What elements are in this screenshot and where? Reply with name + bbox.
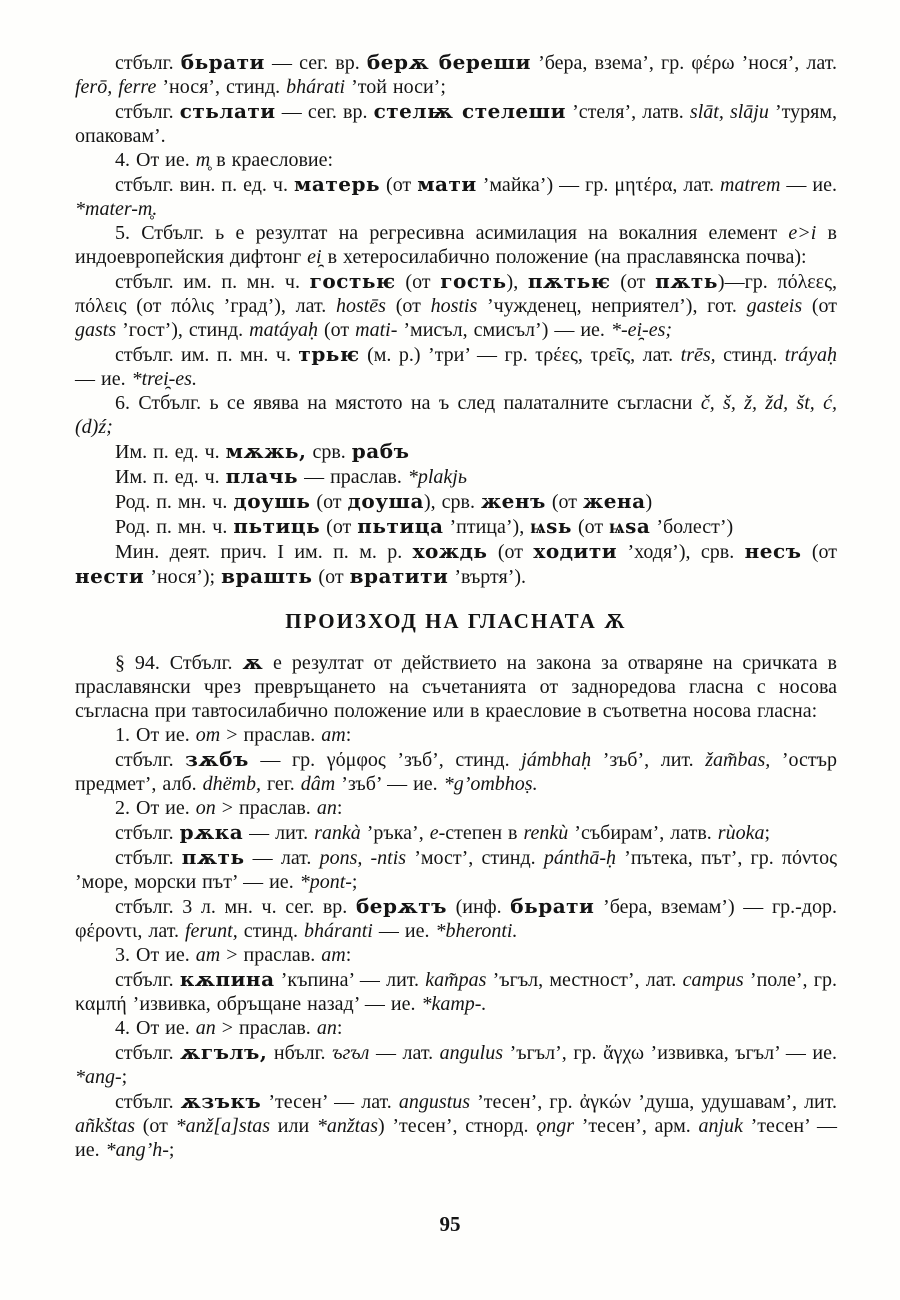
paragraph [75, 148, 837, 172]
text-segment-ocs: ѫ [242, 650, 264, 674]
text-segment-plain: — ие. [372, 920, 436, 942]
text-segment-plain: (от [312, 566, 350, 588]
text-segment-plain: (от [545, 491, 584, 513]
text-segment-ocs: пѫть [181, 845, 245, 869]
paragraph [75, 894, 837, 943]
text-segment-plain: ’тесен’, арм. [573, 1115, 699, 1137]
text-segment-plain: стбълг. им. п. мн. ч. [115, 271, 310, 293]
text-segment-plain: стбълг. [115, 1042, 181, 1064]
paragraph [75, 1016, 837, 1040]
paragraph [75, 1040, 837, 1089]
paragraph [75, 342, 837, 391]
text-segment-plain: стбълг. [115, 847, 182, 869]
text-segment-lat: om [195, 724, 221, 746]
text-segment-plain: — праслав. [298, 466, 408, 488]
text-segment-plain: Мин. деят. прич. I им. п. м. р. [115, 541, 413, 563]
text-segment-plain: 2. От ие. [115, 797, 196, 819]
text-segment-plain: (от [320, 516, 358, 538]
text-segment-lat: slāt, slāju [689, 101, 769, 123]
paragraph [75, 221, 837, 269]
text-segment-plain: (от [802, 295, 838, 317]
text-segment-plain: гег. [260, 773, 301, 795]
text-segment-lat: ǫngr [536, 1115, 574, 1137]
text-segment-plain: ’нося’, стинд. [156, 76, 287, 98]
text-segment-lat: am [321, 944, 346, 966]
text-segment-lat: angustus [398, 1091, 471, 1113]
text-segment-plain: (от [395, 271, 441, 293]
text-segment-lat: matrem [720, 174, 781, 196]
text-segment-ocs: женъ [480, 489, 546, 513]
text-segment-plain: (от [385, 295, 431, 317]
text-segment-plain: — ие. [75, 368, 132, 390]
text-segment-lat: *kamp-. [421, 993, 487, 1015]
text-segment-plain: 6. Стбълг. ь се явява на мястото на ъ след палаталните съгласни [115, 392, 701, 414]
page-number: 95 [439, 1212, 461, 1236]
text-segment-ocs: кѫпина [179, 967, 275, 991]
text-segment-plain: — лит. [243, 822, 315, 844]
text-segment-plain: стинд. [715, 344, 785, 366]
text-segment-plain: ’тесен’ — лат. [261, 1091, 399, 1113]
text-segment-lat: anjuk [698, 1115, 743, 1137]
paragraph [75, 650, 837, 723]
text-segment-plain: ’чужденец, неприятел’), гот. [477, 295, 747, 317]
text-segment-plain: ’ъгъл’, гр. ἄγχω ’извивка, ъгъл’ — ие. [503, 1042, 838, 1064]
text-segment-plain: ; [121, 1066, 128, 1088]
text-segment-plain: стбълг. [115, 969, 180, 991]
text-segment-lat: žam̃bas, [705, 749, 771, 771]
text-segment-lat: *ang- [75, 1066, 122, 1088]
text-segment-lat: tráyaḥ [784, 344, 838, 366]
text-segment-plain: ’турям, опаковам’. [75, 101, 837, 147]
text-segment-ocs: ѩѕа [609, 514, 651, 538]
text-segment-ocs: гостьѥ [309, 269, 396, 293]
text-segment-lat: č, š, ž, žd, št, ć, (d)ź; [75, 392, 837, 438]
text-segment-lat: matáyaḥ [249, 319, 319, 341]
text-segment-plain: ’ръка’, [360, 822, 430, 844]
text-segment-ocs: трьѥ [298, 342, 360, 366]
text-segment-lat: *mater-m̥. [75, 198, 158, 220]
text-segment-ocs: гость [440, 269, 507, 293]
text-segment-plain: Род. п. мн. ч. [115, 491, 234, 513]
text-segment-plain: ’зъб’, лит. [591, 749, 706, 771]
text-segment-plain: или [270, 1115, 317, 1137]
text-segment-lat: *anžtas [316, 1115, 379, 1137]
text-segment-lat: gasts [75, 319, 117, 341]
text-segment-plain: > праслав. [215, 797, 317, 819]
text-segment-plain: > праслав. [220, 944, 322, 966]
text-segment-plain: > праслав. [215, 1017, 317, 1039]
text-segment-plain: : [336, 1017, 343, 1039]
text-segment-plain: срв. [306, 441, 352, 463]
text-segment-plain: стбълг. вин. п. ед. ч. [115, 174, 295, 196]
text-segment-lat: bhárati [286, 76, 346, 98]
text-segment-plain: (от [310, 491, 348, 513]
text-segment-lat: pánthā-ḥ [543, 847, 617, 869]
paragraph [75, 539, 837, 589]
text-segment-plain: § 94. Стбълг. [115, 652, 243, 674]
text-segment-plain: : [345, 724, 352, 746]
text-segment-plain: > праслав. [220, 724, 322, 746]
text-segment-plain: стбълг. [115, 1091, 181, 1113]
text-segment-plain: (от [380, 174, 418, 196]
text-segment-lat: dhëmb, [202, 773, 261, 795]
text-block [75, 50, 837, 1162]
text-segment-lat: *ang’h- [105, 1139, 169, 1161]
text-segment-lat: hostis [430, 295, 478, 317]
text-segment-lat: ъгъл [332, 1042, 370, 1064]
text-segment-plain: Им. п. ед. ч. [115, 441, 226, 463]
text-segment-plain: (инф. [446, 896, 511, 918]
text-segment-lat: kam̃pas [425, 969, 487, 991]
text-segment-plain: (от [610, 271, 656, 293]
body-after-heading [75, 650, 837, 1162]
paragraph [75, 747, 837, 796]
text-segment-ocs: пѫть [655, 269, 718, 293]
text-segment-lat: *-ei̯-es; [610, 319, 673, 341]
text-segment-ocs: мѫжь, [225, 439, 307, 463]
text-segment-lat: an [316, 797, 337, 819]
paragraph [75, 50, 837, 99]
text-segment-plain: в краесловие: [210, 149, 334, 171]
text-segment-plain: стбълг. [115, 101, 180, 123]
text-segment-plain: )—гр. πόλεες, πόλεις (от πόλις ’град’), лат. [75, 271, 838, 317]
text-segment-ocs: ѫгълъ, [180, 1040, 268, 1064]
text-segment-plain: -степен в [438, 822, 524, 844]
text-segment-plain: — сег. вр. [275, 101, 374, 123]
text-segment-plain: ’бера, вземам’) — гр.-дор. φέροντι, лат. [75, 896, 837, 942]
text-segment-plain: ; [168, 1139, 175, 1161]
text-segment-lat: am [195, 944, 221, 966]
paragraph [75, 845, 837, 894]
text-segment-ocs: врашть [221, 564, 313, 588]
text-segment-plain: ’бера, взема’, гр. φέρω ’нося’, лат. [530, 52, 837, 74]
text-segment-ocs: берѫ береши [366, 50, 531, 74]
text-segment-plain: — гр. γόμφος ’зъб’, стинд. [248, 749, 522, 771]
text-segment-ocs: пьтиць [233, 514, 321, 538]
text-segment-ocs: ходити [533, 539, 618, 563]
text-segment-lat: an [316, 1017, 337, 1039]
text-segment-lat: an [195, 1017, 216, 1039]
text-segment-ocs: бьрати [180, 50, 265, 74]
text-segment-lat: am [321, 724, 346, 746]
text-segment-ocs: ѩѕь [530, 514, 573, 538]
text-segment-lat: gasteis [746, 295, 803, 317]
text-segment-plain: ’нося’); [144, 566, 222, 588]
text-segment-ocs: доуша [347, 489, 424, 513]
text-segment-ocs: стьлати [179, 99, 276, 123]
text-segment-lat: *pont- [299, 871, 352, 893]
paragraph [75, 464, 837, 489]
text-segment-plain: ) [645, 491, 653, 513]
text-segment-plain: ’въртя’). [448, 566, 527, 588]
text-segment-plain: (от [487, 541, 534, 563]
text-segment-plain: стбълг. [115, 52, 181, 74]
paragraph [75, 439, 837, 464]
text-segment-lat: rankà [314, 822, 361, 844]
text-segment-plain: (м. р.) ’три’ — гр. τρέες, τρεῖς, лат. [359, 344, 681, 366]
text-segment-plain: ’зъб’ — ие. [335, 773, 444, 795]
text-segment-plain: в хетеросилабично положение (на праславянска почва): [321, 246, 807, 268]
paragraph [75, 943, 837, 967]
body-before-heading [75, 50, 837, 589]
text-segment-plain: ’поле’, гр. καμπή ’извивка, обръщане назад’ — ие. [75, 969, 837, 1015]
text-segment-lat: *g’ombhoṣ. [443, 773, 538, 795]
text-segment-plain: ’майка’) — гр. μητέρα, лат. [476, 174, 721, 196]
text-segment-plain: ’болест’) [650, 516, 734, 538]
text-segment-lat: *bheronti. [435, 920, 518, 942]
text-segment-lat: ferunt, [184, 920, 238, 942]
text-segment-ocs: рабъ [351, 439, 410, 463]
text-segment-lat: *plakjь [407, 466, 467, 488]
text-segment-lat: ferō, ferre [75, 76, 157, 98]
text-segment-plain: Род. п. мн. ч. [115, 516, 234, 538]
text-segment-plain: ; [764, 822, 771, 844]
text-segment-lat: e>i [788, 222, 817, 244]
text-segment-plain: стинд. [237, 920, 304, 942]
text-segment-plain: ’стеля’, латв. [565, 101, 690, 123]
text-segment-lat: bháranti [303, 920, 373, 942]
text-segment-plain: ’остър предмет’, алб. [75, 749, 837, 795]
text-segment-lat: on [195, 797, 216, 819]
text-segment-plain: ’той носи’; [345, 76, 446, 98]
text-segment-plain: ; [351, 871, 358, 893]
text-segment-lat: ei̯ [307, 246, 322, 268]
paragraph [75, 391, 837, 439]
text-segment-ocs: берѫтъ [355, 894, 447, 918]
text-segment-lat: m̥ [195, 149, 211, 171]
text-segment-plain: ’гост’), стинд. [116, 319, 250, 341]
text-segment-ocs: ѫзъкъ [180, 1089, 262, 1113]
paragraph [75, 723, 837, 747]
text-segment-plain: ’пътека, път’, гр. πόντος ’море, морски път’ — ие. [75, 847, 837, 893]
text-segment-plain: — лат. [244, 847, 320, 869]
text-segment-lat: mati- [355, 319, 398, 341]
text-segment-plain: ’къпина’ — лит. [274, 969, 426, 991]
text-segment-lat: rùoka [717, 822, 765, 844]
text-segment-plain: стбълг. [115, 822, 180, 844]
text-segment-ocs: матерь [294, 172, 381, 196]
text-segment-lat: *anž[a]stas [175, 1115, 271, 1137]
text-segment-plain: (от [135, 1115, 176, 1137]
text-segment-lat: campus [682, 969, 744, 991]
text-segment-plain: стбълг. [115, 749, 186, 771]
text-segment-lat: trēs, [680, 344, 716, 366]
text-segment-plain: — ие. [780, 174, 838, 196]
paragraph [75, 1089, 837, 1162]
text-segment-plain: 4. От ие. [115, 1017, 196, 1039]
text-segment-plain: 5. Стбълг. ь е резултат на регресивна асимилация на вокалния елемент [115, 222, 789, 244]
paragraph [75, 514, 837, 539]
text-segment-lat: dâm [300, 773, 336, 795]
text-segment-ocs: мати [417, 172, 477, 196]
paragraph [75, 99, 837, 148]
text-segment-plain: Им. п. ед. ч. [115, 466, 226, 488]
text-segment-lat: pons, -ntis [319, 847, 407, 869]
text-segment-ocs: жена [583, 489, 646, 513]
paragraph [75, 967, 837, 1016]
paragraph [75, 489, 837, 514]
text-segment-plain: ’ходя’), срв. [617, 541, 745, 563]
text-segment-plain: ) ’тесен’, стнорд. [378, 1115, 537, 1137]
paragraph [75, 172, 837, 221]
text-segment-ocs: пьтица [357, 514, 444, 538]
text-segment-plain: стбълг. им. п. мн. ч. [115, 344, 299, 366]
text-segment-plain: ’мост’, стинд. [406, 847, 544, 869]
text-segment-lat: angulus [439, 1042, 504, 1064]
text-segment-plain: (от [318, 319, 356, 341]
text-segment-plain: — сег. вр. [264, 52, 367, 74]
section-heading: ПРОИЗХОД НА ГЛАСНАТА Ѫ [285, 609, 627, 633]
text-segment-plain: : [336, 797, 343, 819]
text-segment-plain: ), срв. [423, 491, 481, 513]
text-segment-plain: ’тесен’, гр. ἀγκών ’душа, удушавам’, лит. [470, 1091, 837, 1113]
text-segment-lat: renkù [523, 822, 569, 844]
paragraph [75, 820, 837, 845]
text-segment-lat: añkštas [75, 1115, 135, 1137]
text-segment-plain: ’ъгъл, местност’, лат. [486, 969, 683, 991]
text-segment-plain: : [345, 944, 352, 966]
text-segment-plain: ’тесен’ — ие. [75, 1115, 838, 1161]
text-segment-ocs: доушь [233, 489, 311, 513]
text-segment-plain: в индоевропейския дифтонг [75, 222, 837, 268]
text-segment-plain: е резултат от действието на закона за отваряне на сричката в праславянски чрез превръщането на съчетанията от задноредова гласна с носова съгласна при тавтосилабично положение или в краесловие в съответна носова гласна: [75, 652, 838, 722]
text-segment-plain: (от [801, 541, 837, 563]
text-segment-plain: ), [506, 271, 528, 293]
text-segment-lat: jámbhaḥ [521, 749, 592, 771]
text-segment-ocs: несъ [744, 539, 802, 563]
text-segment-plain: стбълг. 3 л. мн. ч. сег. вр. [115, 896, 356, 918]
text-segment-ocs: вратити [349, 564, 449, 588]
text-segment-ocs: хождь [412, 539, 488, 563]
text-segment-ocs: нести [75, 564, 145, 588]
text-segment-plain: (от [572, 516, 610, 538]
text-segment-plain: 3. От ие. [115, 944, 196, 966]
text-segment-ocs: зѫбъ [185, 747, 249, 771]
text-segment-lat: e [429, 822, 439, 844]
text-segment-plain: ’мисъл, смисъл’) — ие. [397, 319, 611, 341]
text-segment-ocs: бьрати [510, 894, 595, 918]
text-segment-ocs: стелѭ стелеши [373, 99, 566, 123]
text-segment-lat: hostēs [335, 295, 386, 317]
text-segment-ocs: рѫка [179, 820, 244, 844]
paragraph [75, 269, 837, 342]
text-segment-plain: 4. От ие. [115, 149, 196, 171]
text-segment-plain: 1. От ие. [115, 724, 196, 746]
paragraph [75, 796, 837, 820]
text-segment-plain: — лат. [369, 1042, 440, 1064]
text-segment-plain: ’събирам’, латв. [568, 822, 718, 844]
text-segment-plain: нбълг. [267, 1042, 333, 1064]
text-segment-plain: ’птица’), [443, 516, 531, 538]
text-segment-ocs: плачь [225, 464, 299, 488]
text-segment-ocs: пѫтьѥ [527, 269, 611, 293]
text-segment-lat: *trei̯-es. [131, 368, 197, 390]
